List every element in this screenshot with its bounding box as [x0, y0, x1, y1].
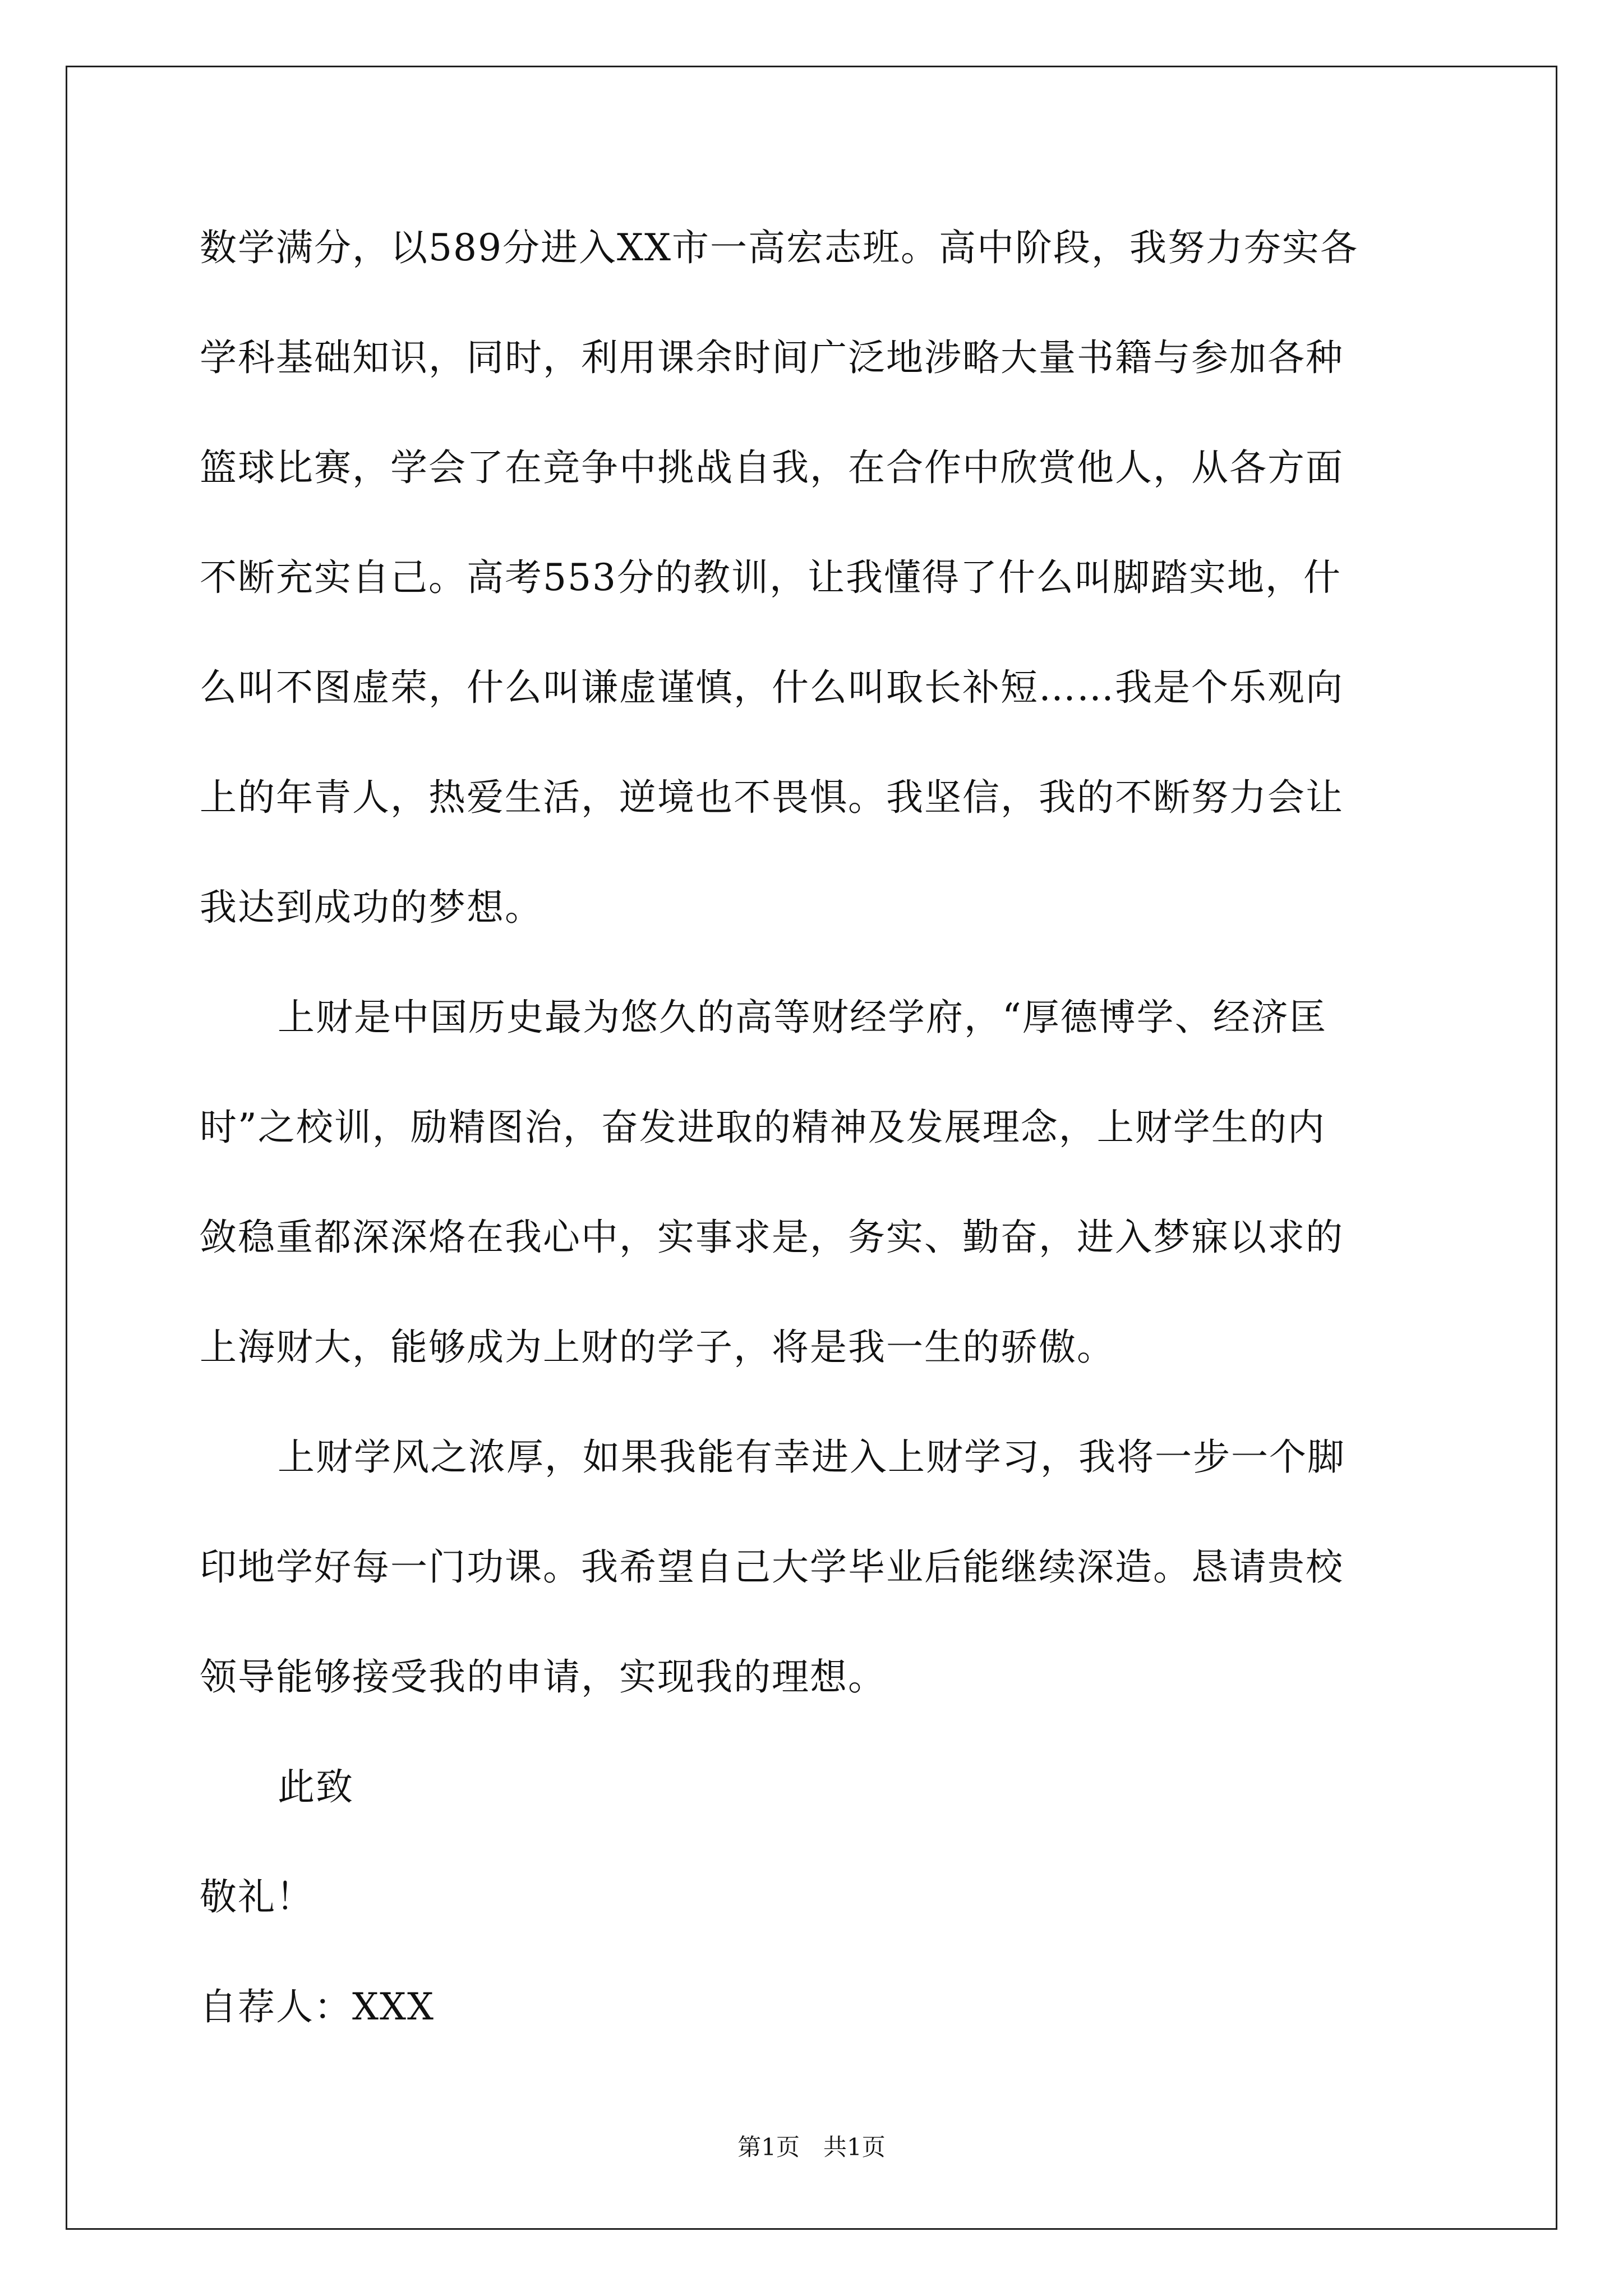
body-line: 么叫不图虚荣，什么叫谦虚谨慎，什么叫取长补短……我是个乐观向: [200, 666, 1344, 709]
body-line: 篮球比赛，学会了在竞争中挑战自我，在合作中欣赏他人，从各方面: [200, 446, 1344, 489]
body-line: 领导能够接受我的申请，实现我的理想。: [200, 1655, 886, 1699]
body-line: 学科基础知识，同时，利用课余时间广泛地涉略大量书籍与参加各种: [200, 336, 1344, 379]
closing-regards: 敬礼！: [200, 1875, 314, 1918]
body-line: 我达到成功的梦想。: [200, 886, 543, 929]
closing-salutation: 此致: [278, 1765, 354, 1809]
body-line: 上的年青人，热爱生活，逆境也不畏惧。我坚信，我的不断努力会让: [200, 776, 1344, 819]
paragraph-first-line: 上财是中国历史最为悠久的高等财经学府，“厚德博学、经济匡: [278, 996, 1327, 1039]
signature-line: 自荐人：XXX: [200, 1985, 435, 2028]
body-line: 时”之校训，励精图治，奋发进取的精神及发展理念，上财学生的内: [200, 1106, 1326, 1149]
body-line: 敛稳重都深深烙在我心中，实事求是，务实、勤奋，进入梦寐以求的: [200, 1216, 1344, 1259]
body-line: 数学满分，以589分进入XX市一高宏志班。高中阶段，我努力夯实各: [200, 226, 1358, 269]
body-line: 印地学好每一门功课。我希望自己大学毕业后能继续深造。恳请贵校: [200, 1545, 1344, 1589]
paragraph-first-line: 上财学风之浓厚，如果我能有幸进入上财学习，我将一步一个脚: [278, 1435, 1345, 1479]
body-line: 不断充实自己。高考553分的教训，让我懂得了什么叫脚踏实地，什: [200, 556, 1341, 599]
body-line: 上海财大，能够成为上财的学子，将是我一生的骄傲。: [200, 1326, 1115, 1369]
page-footer: 第1页 共1页: [737, 2133, 886, 2161]
